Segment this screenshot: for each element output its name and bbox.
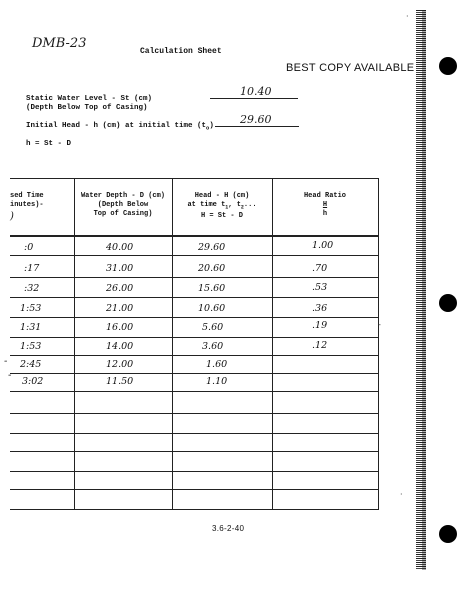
table-cell-ratio: .70 bbox=[312, 263, 328, 274]
page-number: 3.6-2-40 bbox=[212, 524, 245, 533]
table-cell-depth: 21.00 bbox=[106, 303, 134, 314]
row-divider bbox=[10, 317, 378, 318]
table-cell-head: 1.10 bbox=[206, 376, 228, 387]
row-divider bbox=[10, 471, 378, 472]
margin-dash-mark: - bbox=[8, 370, 12, 381]
table-cell-time: 2:45 bbox=[20, 359, 42, 370]
document-id-handwritten: DMB-23 bbox=[32, 36, 87, 51]
initial-head-underline bbox=[215, 126, 299, 127]
table-cell-ratio: 1.00 bbox=[312, 240, 334, 251]
table-cell-depth: 12.00 bbox=[106, 359, 134, 370]
static-level-underline bbox=[210, 98, 298, 99]
table-cell-head: 5.60 bbox=[202, 322, 224, 333]
table-cell-ratio: .53 bbox=[312, 282, 328, 293]
table-cell-head: 1.60 bbox=[206, 359, 228, 370]
row-divider bbox=[10, 451, 378, 452]
binder-hole bbox=[439, 57, 457, 75]
row-divider bbox=[10, 391, 378, 392]
row-divider bbox=[10, 413, 378, 414]
col-divider bbox=[74, 179, 75, 509]
table-cell-time: 3:02 bbox=[22, 376, 44, 387]
table-cell-time: :32 bbox=[24, 283, 40, 294]
table-cell-time: 1:31 bbox=[20, 322, 42, 333]
table-cell-depth: 11.50 bbox=[106, 376, 134, 387]
table-cell-ratio: .19 bbox=[312, 320, 328, 331]
col-divider bbox=[172, 179, 173, 509]
scan-edge-shadow bbox=[422, 10, 426, 570]
table-cell-depth: 31.00 bbox=[106, 263, 134, 274]
table-cell-depth: 14.00 bbox=[106, 341, 134, 352]
row-divider bbox=[10, 433, 378, 434]
row-divider bbox=[10, 337, 378, 338]
row-divider bbox=[10, 255, 378, 256]
margin-dash-mark: - bbox=[4, 356, 8, 367]
best-copy-stamp: BEST COPY AVAILABLE bbox=[286, 62, 415, 74]
table-cell-time: :0 bbox=[24, 242, 34, 253]
initial-head-label: Initial Head - h (cm) at initial time $(t_o)$ bbox=[26, 122, 214, 132]
static-level-value: 10.40 bbox=[240, 85, 272, 98]
row-divider bbox=[10, 489, 378, 490]
scan-speck: - bbox=[378, 320, 381, 329]
static-level-label: Static Water Level - St (cm) bbox=[26, 95, 153, 103]
row-divider bbox=[10, 355, 378, 356]
table-cell-ratio: .12 bbox=[312, 340, 328, 351]
table-cell-ratio: .36 bbox=[312, 303, 328, 314]
binder-hole bbox=[439, 525, 457, 543]
col-divider bbox=[272, 179, 273, 509]
table-cell-head: 3.60 bbox=[202, 341, 224, 352]
row-divider bbox=[10, 297, 378, 298]
header-head-ratio: Head Ratio H h bbox=[303, 192, 346, 218]
table-cell-depth: 26.00 bbox=[106, 283, 134, 294]
row-divider bbox=[10, 277, 378, 278]
scan-speck: · bbox=[406, 12, 409, 21]
table-cell-depth: 40.00 bbox=[106, 242, 134, 253]
scan-speck: · bbox=[400, 490, 403, 499]
data-table bbox=[10, 178, 379, 510]
header-divider bbox=[10, 235, 378, 237]
initial-head-value: 29.60 bbox=[240, 113, 272, 126]
table-cell-time: :17 bbox=[24, 263, 40, 274]
header-water-depth: Water Depth - D (cm) (Depth Below Top of Casing) bbox=[80, 192, 165, 218]
table-cell-time: 1:53 bbox=[20, 303, 42, 314]
header-head: Head - H (cm) at time $t_1$, $t_2$... H = St - D bbox=[187, 192, 257, 221]
table-cell-time: 1:53 bbox=[20, 341, 42, 352]
row-divider bbox=[10, 373, 378, 374]
table-cell-head: 15.60 bbox=[198, 283, 226, 294]
page-title: Calculation Sheet bbox=[140, 47, 222, 56]
table-cell-head: 10.60 bbox=[198, 303, 226, 314]
binder-hole bbox=[439, 294, 457, 312]
header-elapsed-time: sed Time inutes)- ) bbox=[10, 192, 44, 222]
table-cell-head: 20.60 bbox=[198, 263, 226, 274]
formula-text: h = St - D bbox=[26, 140, 72, 148]
static-level-sublabel: (Depth Below Top of Casing) bbox=[26, 104, 148, 112]
table-cell-depth: 16.00 bbox=[106, 322, 134, 333]
table-cell-head: 29.60 bbox=[198, 242, 226, 253]
